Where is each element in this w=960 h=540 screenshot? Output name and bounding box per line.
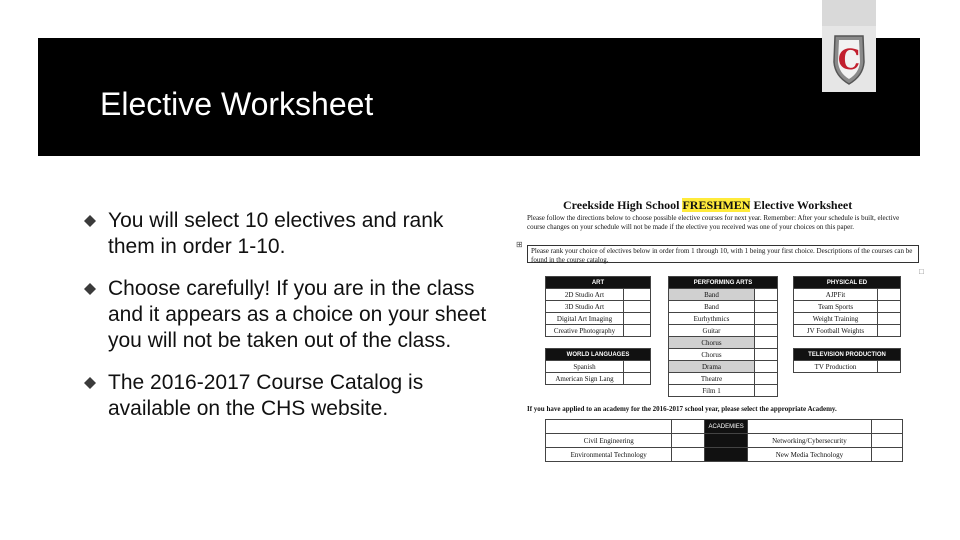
diamond-bullet-icon [84, 377, 96, 389]
worksheet-title-prefix: Creekside High School [563, 198, 683, 212]
academy-cell: New Media Technology [747, 448, 871, 462]
bullet-text: You will select 10 electives and rank them in order 1-10. [108, 209, 444, 258]
television-header: TELEVISION PRODUCTION [794, 349, 901, 361]
diamond-bullet-icon [84, 215, 96, 227]
course-cell: 2D Studio Art [546, 289, 624, 301]
academies-table [545, 419, 903, 462]
course-cell: Spanish [546, 361, 624, 373]
world-languages-header: WORLD LANGUAGES [546, 349, 651, 361]
world-languages-table [545, 348, 651, 385]
diamond-bullet-icon [84, 283, 96, 295]
worksheet-title-highlight: FRESHMEN [682, 198, 751, 212]
shield-icon [831, 32, 867, 86]
school-logo [822, 26, 876, 92]
bullet-list [84, 208, 494, 438]
course-cell: Chorus [669, 349, 755, 361]
logo-tab [822, 0, 876, 26]
bullet-item [84, 208, 494, 260]
course-cell: Chorus [669, 337, 755, 349]
course-cell: Drama [669, 361, 755, 373]
academy-cell: Civil Engineering [546, 434, 672, 448]
course-cell: TV Production [794, 361, 878, 373]
logo-letter: C [837, 43, 861, 76]
performing-arts-table [668, 276, 778, 397]
slide-title: Elective Worksheet [100, 86, 374, 122]
academies-header: ACADEMIES [705, 420, 747, 434]
course-cell: Eurhythmics [669, 313, 755, 325]
course-cell: AJPFit [794, 289, 878, 301]
television-table [793, 348, 901, 373]
physical-ed-header: PHYSICAL ED [794, 277, 901, 289]
course-cell: 3D Studio Art [546, 301, 624, 313]
course-cell: Film 1 [669, 385, 755, 397]
bullet-text: Choose carefully! If you are in the class and it appears as a choice on your sheet you will not be taken out of the class. [108, 277, 487, 352]
performing-arts-header: PERFORMING ARTS [669, 277, 778, 289]
course-cell: Guitar [669, 325, 755, 337]
academy-cell: Networking/Cybersecurity [747, 434, 871, 448]
physical-ed-table [793, 276, 901, 337]
art-table [545, 276, 651, 337]
worksheet-image [515, 190, 930, 470]
bullet-text: The 2016-2017 Course Catalog is available on the CHS website. [108, 371, 424, 420]
course-cell: Digital Art Imaging [546, 313, 624, 325]
course-cell: Theatre [669, 373, 755, 385]
worksheet-instructions: Please follow the directions below to choose possible elective courses for next year. Remember: After your schedule is built, elective course changes on your schedule will not be made if the elective you received was one of your choices on this paper. [527, 214, 900, 231]
academy-note: If you have applied to an academy for the 2016-2017 school year, please select the appropriate Academy. [527, 405, 837, 413]
course-cell: American Sign Lang [546, 373, 624, 385]
worksheet-instruction-box: Please rank your choice of electives below in order from 1 through 10, with 1 being your first choice. Descriptions of the courses can be found in the course catalog. [527, 245, 919, 263]
course-cell: Team Sports [794, 301, 878, 313]
move-handle-icon: ⊞ [516, 240, 523, 249]
academy-cell: Environmental Technology [546, 448, 672, 462]
title-band [38, 38, 920, 156]
worksheet-title [563, 198, 852, 213]
resize-handle-icon: □ [919, 267, 924, 276]
course-cell: Band [669, 301, 755, 313]
bullet-item [84, 370, 494, 422]
art-header: ART [546, 277, 651, 289]
bullet-item [84, 276, 494, 354]
course-cell: Weight Training [794, 313, 878, 325]
course-cell: Band [669, 289, 755, 301]
course-cell: Creative Photography [546, 325, 624, 337]
course-cell: JV Football Weights [794, 325, 878, 337]
worksheet-title-suffix: Elective Worksheet [750, 198, 853, 212]
